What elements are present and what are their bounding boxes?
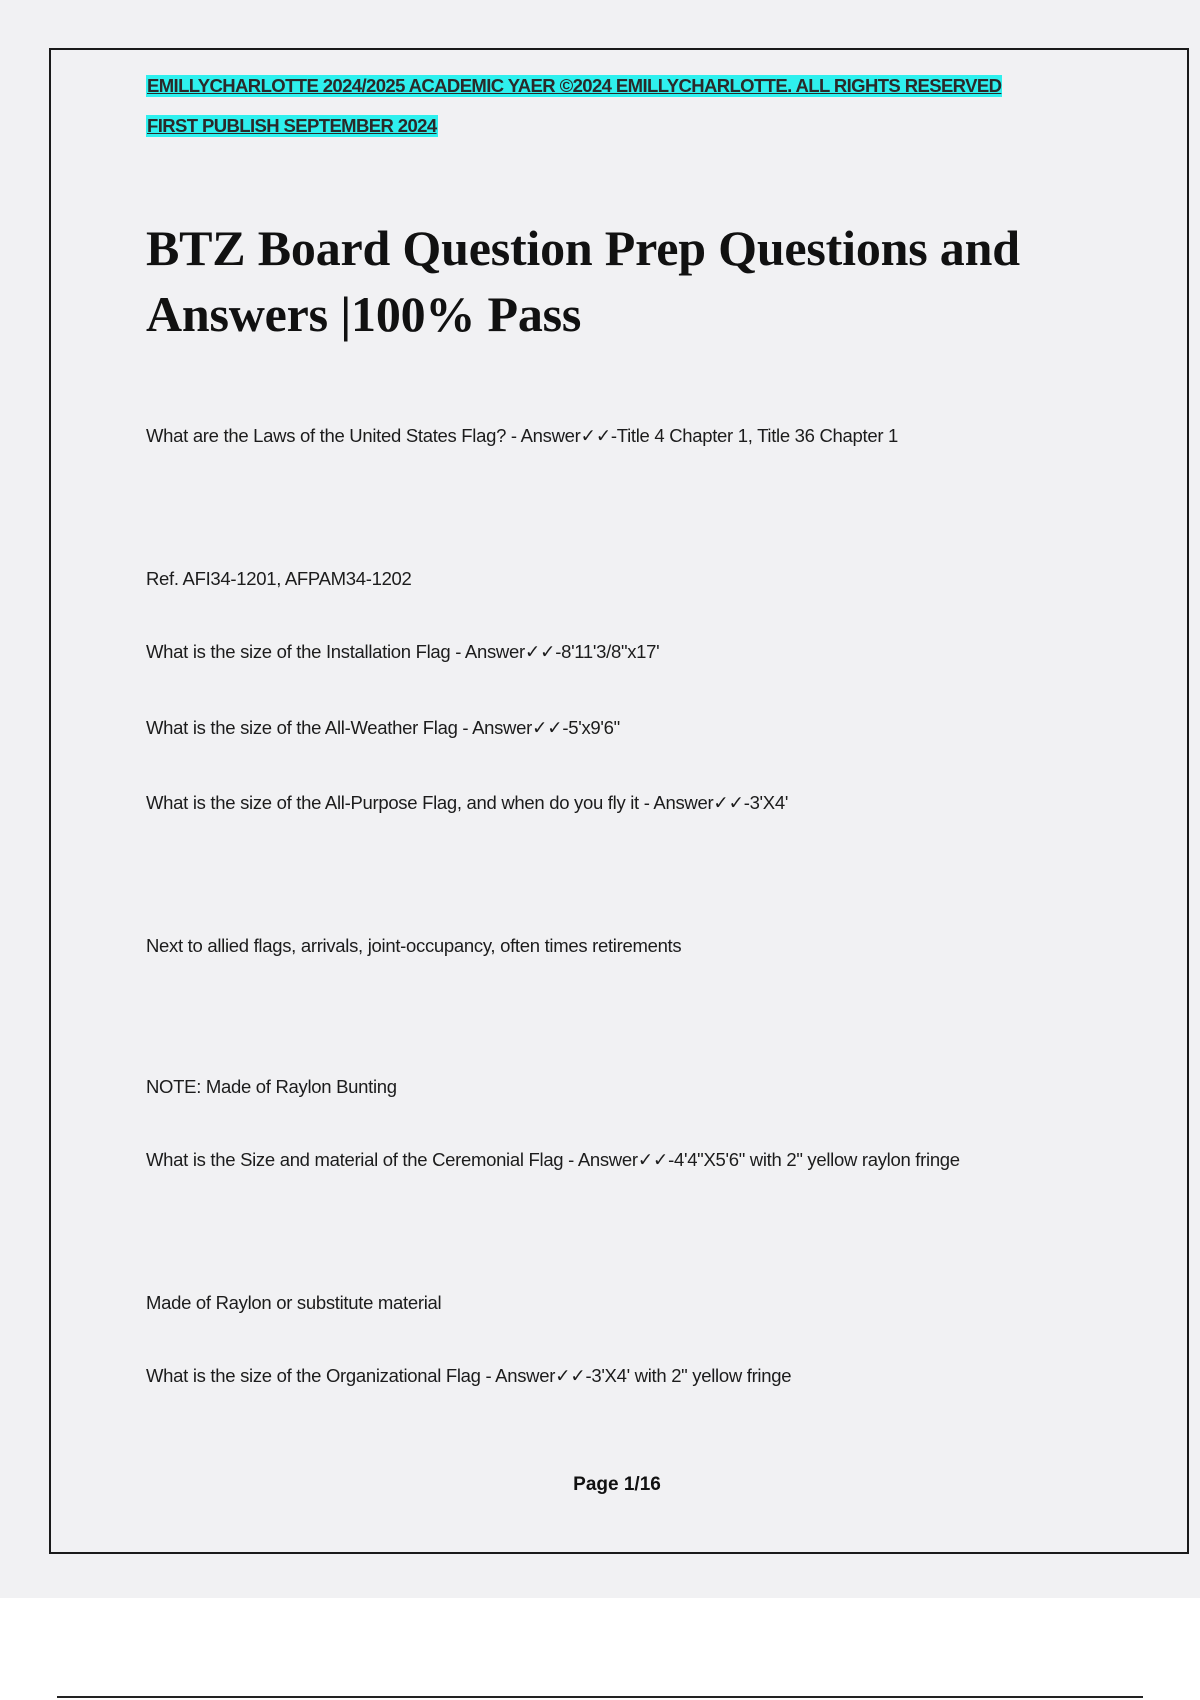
paragraph-reference: Ref. AFI34-1201, AFPAM34-1202 — [146, 568, 412, 589]
paragraph-raylon-material: Made of Raylon or substitute material — [146, 1292, 442, 1313]
next-page-area — [0, 1598, 1200, 1700]
header-publish-line: FIRST PUBLISH SEPTEMBER 2024 — [147, 115, 437, 136]
document-title: BTZ Board Question Prep Questions and Answers |100% Pass — [146, 220, 1020, 342]
paragraph-all-purpose-flag: What is the size of the All-Purpose Flag, and when do you fly it - Answer✓✓-3'X4' — [146, 792, 789, 813]
paragraph-organizational-flag: What is the size of the Organizational Flag - Answer✓✓-3'X4' with 2" yellow fringe — [146, 1365, 792, 1386]
paragraph-flag-laws: What are the Laws of the United States Flag? - Answer✓✓-Title 4 Chapter 1, Title 36 Chapter 1 — [146, 425, 899, 446]
header-copyright-line: EMILLYCHARLOTTE 2024/2025 ACADEMIC YAER ©2024 EMILLYCHARLOTTE. ALL RIGHTS RESERVED — [147, 75, 1002, 96]
paragraph-all-weather-flag: What is the size of the All-Weather Flag - Answer✓✓-5'x9'6" — [146, 717, 620, 738]
page-number: Page 1/16 — [573, 1474, 661, 1495]
paragraph-ceremonial-flag: What is the Size and material of the Ceremonial Flag - Answer✓✓-4'4"X5'6" with 2" yellow raylon fringe — [146, 1149, 960, 1170]
next-page-divider — [57, 1696, 1143, 1698]
paragraph-all-purpose-usage: Next to allied flags, arrivals, joint-occupancy, often times retirements — [146, 935, 682, 956]
paragraph-installation-flag: What is the size of the Installation Flag - Answer✓✓-8'11'3/8"x17' — [146, 641, 660, 662]
paragraph-note-raylon: NOTE: Made of Raylon Bunting — [146, 1076, 397, 1097]
